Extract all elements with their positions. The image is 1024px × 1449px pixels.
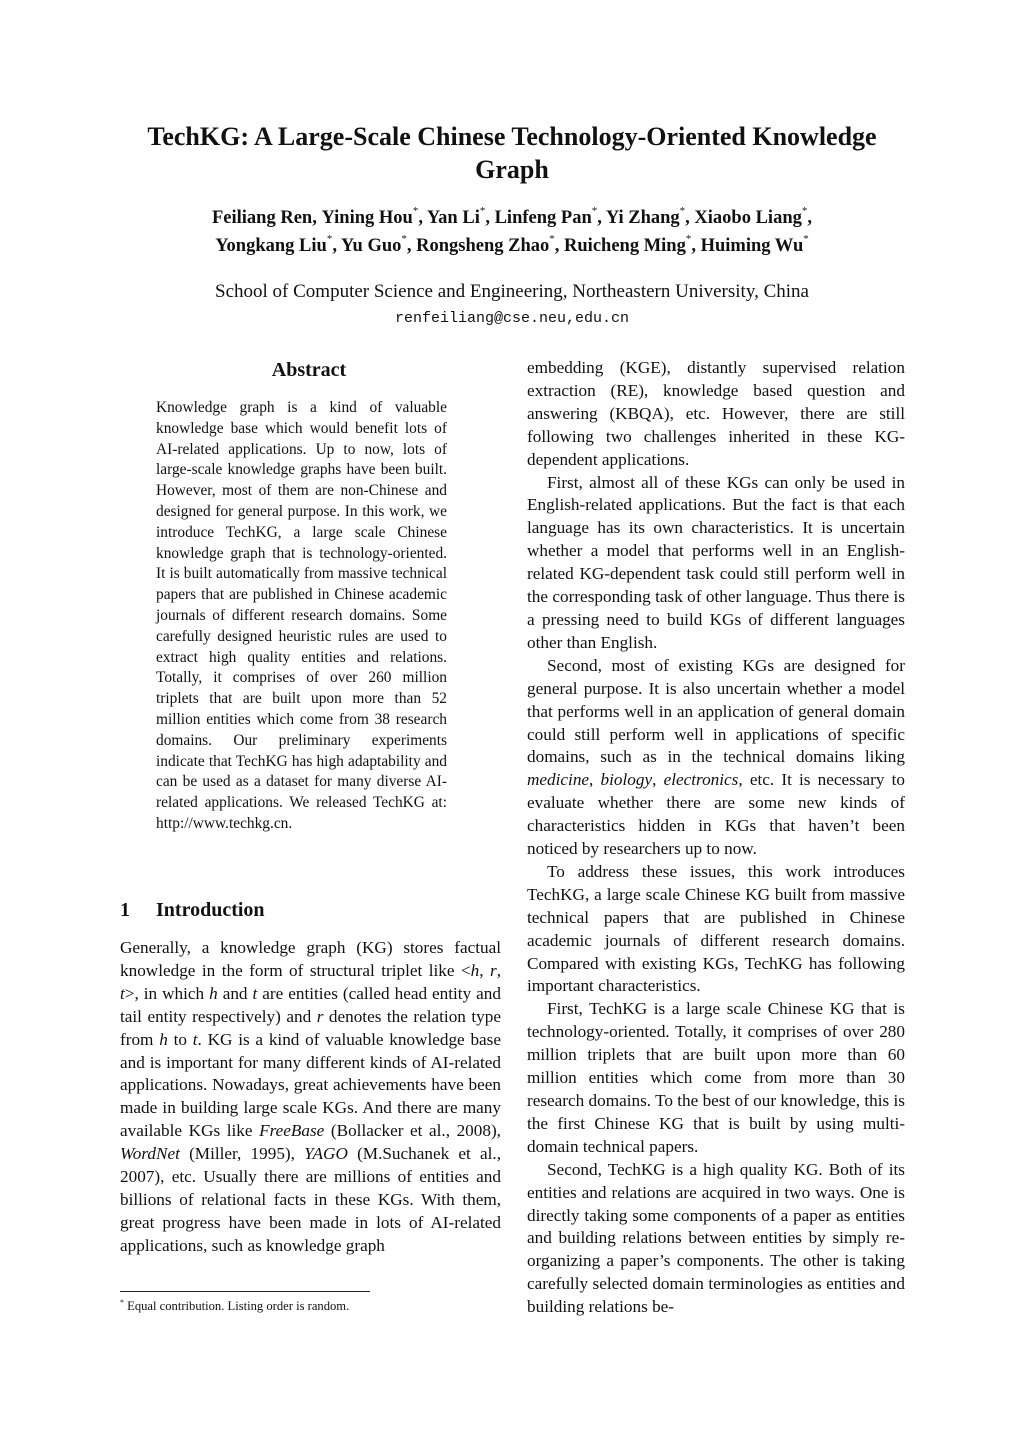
intro-italic-term: WordNet (120, 1144, 180, 1164)
intro-text: (M.Suchanek et al., 2007), etc. Usually there are millions of entities and billions of relational facts in these KGs. With them, great progress have been made in lots of AI-related applications, such as knowledge graph (120, 1144, 501, 1255)
title-line-1: TechKG: A Large-Scale Chinese Technology-Oriented Knowledge (147, 122, 877, 151)
intro-italic-term: h (470, 960, 480, 980)
author-name: , Xiaobo Liang (685, 208, 802, 228)
footnote-mark: * (120, 1298, 124, 1307)
section-title: Introduction (156, 899, 265, 921)
equal-contribution-mark: * (412, 205, 419, 217)
intro-text: (Bollacker et al., 2008), (324, 1121, 501, 1141)
italic-domain-term: biology (600, 770, 653, 790)
author-name: , Yu Guo (332, 236, 402, 256)
right-column (527, 357, 905, 1319)
contact-email: renfeiliang@cse.neu,edu.cn (394, 310, 630, 327)
intro-text: >, in which (124, 983, 210, 1003)
affiliation: School of Computer Science and Engineering, Northeastern University, China (215, 281, 809, 302)
author-name: , Yan Li (418, 208, 480, 228)
author-name: Yongkang Liu (215, 236, 327, 256)
authors-line-1 (0, 204, 1024, 232)
paragraph-text: Second, most of existing KGs are designed for general purpose. It is also uncertain whether a model that performs well in an application of general domain could still perform well in applications of specific domains, such as in the technical domains liking (527, 655, 905, 767)
intro-text: , (496, 960, 501, 980)
introduction-paragraph (120, 937, 501, 1258)
italic-domain-term: medicine (527, 770, 590, 790)
paragraph-text: , etc. It is necessary to evaluate whether there are some new kinds of characteristics hidden in KGs that haven’t been noticed by researchers up to now. (527, 770, 906, 859)
intro-text: (Miller, 1995), (179, 1144, 305, 1164)
equal-contribution-mark: * (803, 233, 809, 245)
equal-contribution-mark: * (591, 205, 598, 217)
intro-text: to (167, 1029, 193, 1049)
intro-italic-term: t (120, 983, 125, 1003)
italic-domain-term: electronics (663, 770, 739, 790)
intro-text: denotes the relation type from (120, 1006, 501, 1049)
intro-italic-term: h (159, 1029, 168, 1049)
author-name: , Huiming Wu (691, 236, 804, 256)
paragraph: First, almost all of these KGs can only be used in English-related applications. But the fact is that each language has its own characteristics. It is uncertain whether a model that performs well in an English-related KG-dependent task could still perform well in the corresponding task of other language. Thus there is a pressing need to build KGs of different languages other than English. (527, 472, 905, 652)
intro-text: Generally, a knowledge graph (KG) stores factual knowledge in the form of structural triplet like < (120, 938, 501, 980)
author-list (0, 204, 1024, 260)
footnote-text: Equal contribution. Listing order is random. (124, 1299, 350, 1313)
abstract-heading: Abstract (271, 359, 347, 381)
section-number: 1 (120, 899, 130, 921)
author-name: , Rongsheng Zhao (406, 236, 550, 256)
intro-italic-term: FreeBase (259, 1121, 325, 1141)
title-line-2: Graph (475, 155, 549, 184)
author-separator: , (807, 208, 812, 228)
authors-line-2 (0, 232, 1024, 260)
paragraph-text: , (589, 770, 601, 790)
intro-italic-term: YAGO (304, 1144, 348, 1164)
intro-italic-term: t (252, 983, 258, 1003)
paragraph: First, TechKG is a large scale Chinese KG that is technology-oriented. Totally, it comprises of over 280 million triplets that are built upon more than 60 million entities which come from more than 30 research domains. To the best of our knowledge, this is the first Chinese KG that is built by using multi-domain technical papers. (527, 999, 905, 1156)
intro-text: are entities (called head entity and tail entity respectively) and (120, 983, 501, 1026)
equal-contribution-mark: * (679, 205, 686, 217)
intro-text: . KG is a kind of valuable knowledge base and is important for many different kinds of AI-related applications. Nowadays, great achievements have been made in building large scale KGs. And there are many available KGs like (120, 1029, 502, 1141)
footnote-divider (120, 1291, 370, 1292)
author-name: Feiliang Ren, (212, 208, 322, 228)
paragraph: Second, TechKG is a high quality KG. Both of its entities and relations are acquired in two ways. One is directly taking some components of a paper as entities and building relations between entities by simply re-organizing a paper’s components. The other is taking carefully selected domain terminologies as entities and building relations be- (527, 1159, 905, 1317)
equal-contribution-mark: * (801, 205, 808, 217)
intro-italic-term: r (490, 960, 497, 980)
equal-contribution-mark: * (549, 233, 555, 245)
author-name: , Linfeng Pan (485, 208, 592, 228)
equal-contribution-mark: * (326, 233, 333, 245)
author-name: , Ruicheng Ming (554, 236, 686, 256)
footnote (120, 1298, 510, 1315)
section-heading-introduction (120, 897, 500, 923)
intro-italic-term: h (209, 983, 218, 1003)
equal-contribution-mark: * (685, 233, 692, 245)
paragraph (527, 655, 905, 861)
author-name: Yining Hou (321, 208, 413, 228)
intro-text: and (217, 983, 253, 1003)
intro-italic-term: t (192, 1029, 198, 1049)
intro-text: , (479, 960, 490, 980)
paragraph-text: , (652, 770, 664, 790)
paragraph: embedding (KGE), distantly supervised relation extraction (RE), knowledge based question and answering (KBQA), etc. However, there are still following two challenges inherited in these KG-dependent applications. (527, 358, 905, 469)
paper-title (0, 120, 1024, 186)
abstract-text: Knowledge graph is a kind of valuable knowledge base which would benefit lots of AI-related applications. Up to now, lots of large-scale knowledge graphs have been built. However, most of them are non-Chinese and designed for general purpose. In this work, we introduce TechKG, a large scale Chinese knowledge graph that is technology-oriented. It is built automatically from massive technical papers that are published in Chinese academic journals of different research domains. Some carefully designed heuristic rules are used to extract high quality entities and relations. Totally, it comprises of over 260 million triplets that are built upon more than 52 million entities which come from 38 research domains. Our preliminary experiments indicate that TechKG has high adaptability and can be used as a dataset for many diverse AI-related applications. We released TechKG at: http://www.techkg.cn. (156, 399, 447, 832)
paragraph: To address these issues, this work introduces TechKG, a large scale Chinese KG built from massive technical papers that are published in Chinese academic journals of different research domains. Compared with existing KGs, TechKG has following important characteristics. (527, 861, 905, 996)
equal-contribution-mark: * (401, 233, 407, 245)
equal-contribution-mark: * (479, 205, 486, 217)
author-name: , Yi Zhang (597, 208, 680, 228)
intro-italic-term: r (316, 1006, 324, 1026)
